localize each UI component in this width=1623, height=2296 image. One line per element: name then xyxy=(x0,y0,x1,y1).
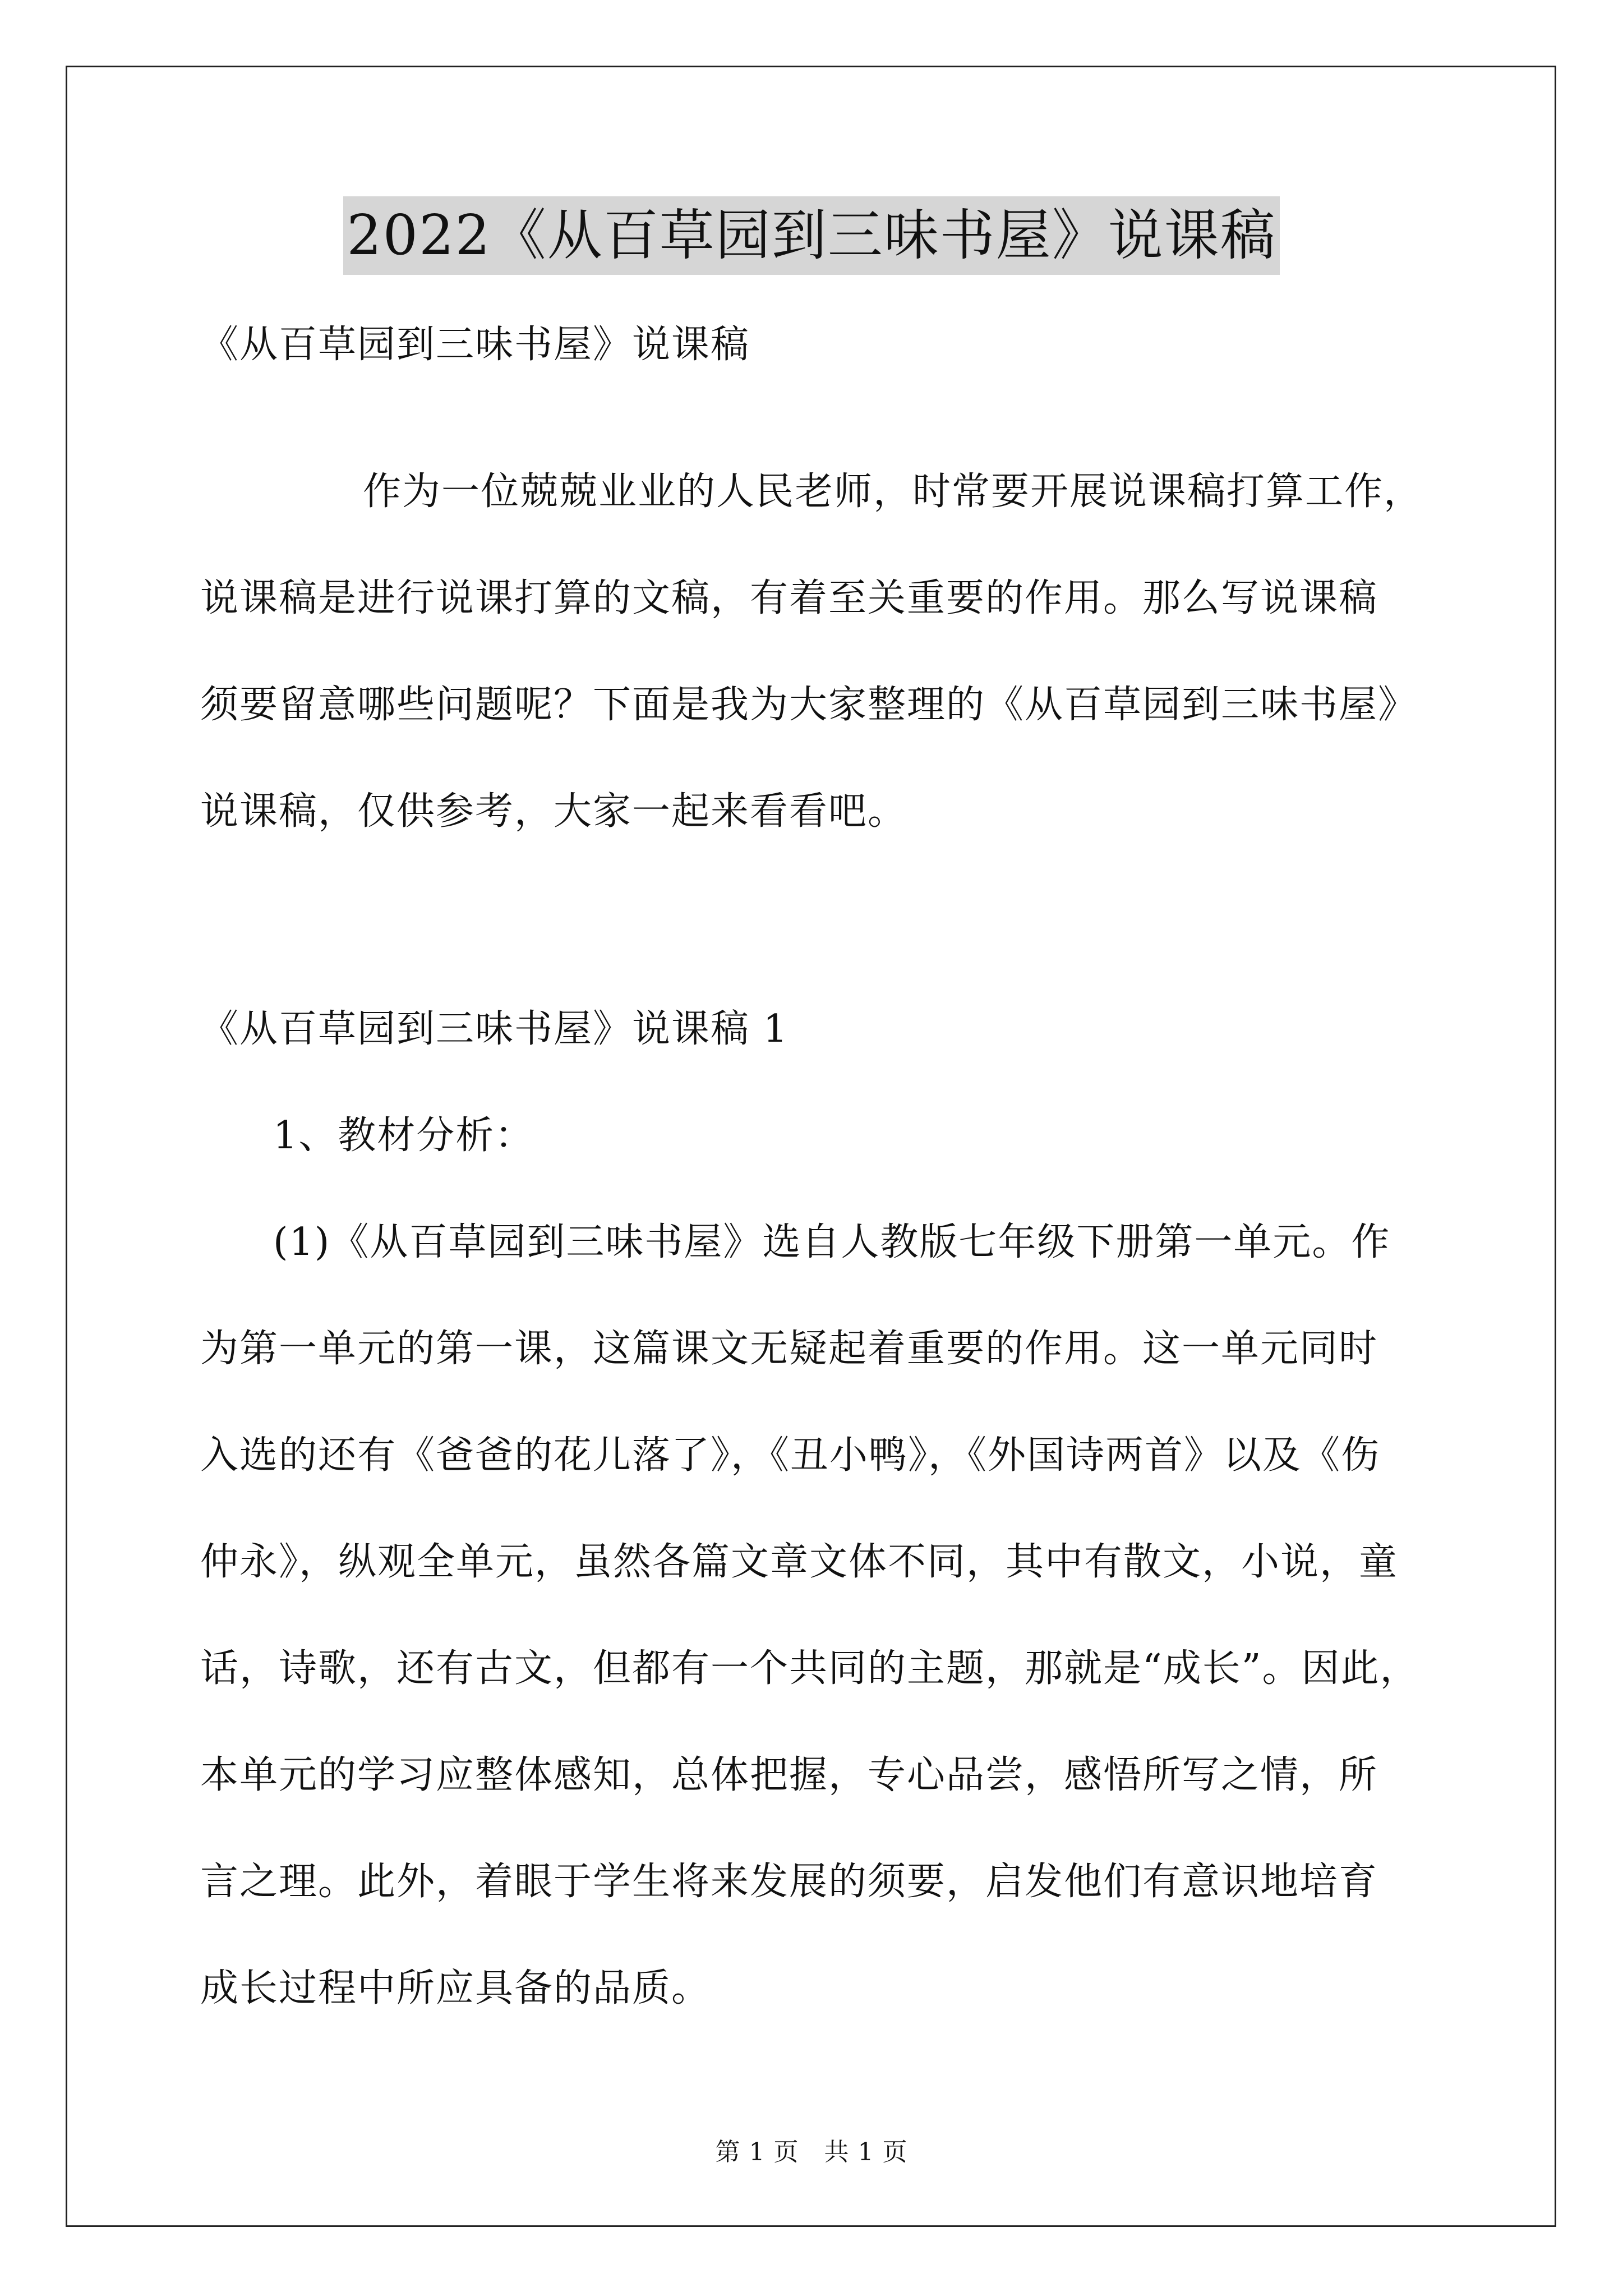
body-line-8: 成长过程中所应具备的品质。 xyxy=(200,1966,711,2010)
body-line-2: 为第一单元的第一课，这篇课文无疑起着重要的作用。这一单元同时 xyxy=(200,1327,1378,1371)
subtitle: 《从百草园到三味书屋》说课稿 xyxy=(200,323,750,367)
body-line-1: (1)《从百草园到三味书屋》选自人教版七年级下册第一单元。作 xyxy=(273,1220,1391,1264)
body-line-7: 言之理。此外，着眼于学生将来发展的须要，启发他们有意识地培育 xyxy=(200,1860,1378,1904)
intro-line-1: 作为一位兢兢业业的人民老师，时常要开展说课稿打算工作， xyxy=(363,470,1423,514)
document-title: 2022《从百草园到三味书屋》说课稿 xyxy=(343,196,1279,275)
intro-line-4: 说课稿，仅供参考，大家一起来看看吧。 xyxy=(200,789,907,834)
intro-line-3: 须要留意哪些问题呢？下面是我为大家整理的《从百草园到三味书屋》 xyxy=(200,683,1418,727)
section-heading: 《从百草园到三味书屋》说课稿 1 xyxy=(200,1007,789,1051)
intro-line-2: 说课稿是进行说课打算的文稿，有着至关重要的作用。那么写说课稿 xyxy=(200,576,1378,620)
body-line-6: 本单元的学习应整体感知，总体把握，专心品尝，感悟所写之情，所 xyxy=(200,1753,1378,1797)
item-heading: 1、教材分析： xyxy=(273,1114,534,1158)
body-line-5: 话，诗歌，还有古文，但都有一个共同的主题，那就是“成长”。因此， xyxy=(200,1646,1419,1691)
body-line-3: 入选的还有《爸爸的花儿落了》，《丑小鸭》，《外国诗两首》以及《伤 xyxy=(200,1433,1381,1478)
body-line-4: 仲永》，纵观全单元，虽然各篇文章文体不同，其中有散文，小说，童 xyxy=(200,1540,1399,1584)
page-footer: 第 1 页 共 1 页 xyxy=(715,2138,908,2166)
title-container xyxy=(0,196,1623,275)
